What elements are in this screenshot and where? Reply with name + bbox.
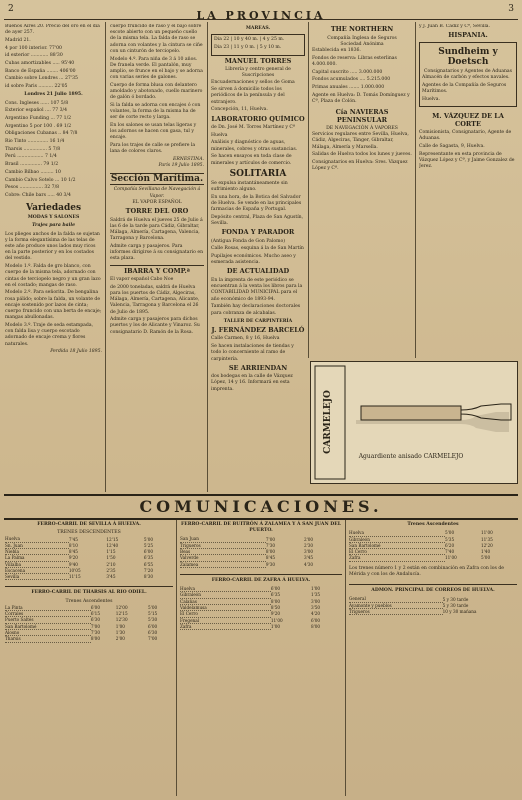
- time-cell: 7'30: [90, 630, 100, 636]
- time-cell: 2'00: [115, 636, 125, 642]
- comunicaciones-banner: [4, 494, 518, 520]
- time-cell: 1'00: [270, 623, 281, 629]
- time-cell: 8'00: [90, 636, 100, 642]
- ship-text-torre: [110, 218, 204, 263]
- sevilla-timetable: [5, 536, 173, 580]
- arriendan-heading: SE ARRIENDAN: [228, 363, 288, 372]
- time-cell: 4'20: [310, 611, 321, 617]
- carmelejo-advertisement: [310, 361, 518, 484]
- station-name: Alosno: [5, 630, 91, 636]
- article-paragraph: Si la falda se adorna con encajes ó con volantes, la forma de la misma ha de ser de corte recto y larga.: [110, 102, 201, 121]
- buitron-timetable: [180, 536, 342, 567]
- article-paragraph: Modelo 2.º. Para señorita. De bengalina rosa pálido; sobre la falda, un volante de encaje sostenido por lazos de cinta; cuerpo fruncido con una berta de encaje; mangas abullonadas.: [5, 290, 102, 321]
- time-cell: 8'00: [310, 623, 321, 629]
- column-divider: [345, 520, 346, 796]
- time-cell: 9'40: [68, 561, 78, 567]
- ferrocarril-sevilla-heading: FERRO-CARRIL DE SEVILLA Á HUELVA.: [37, 522, 141, 527]
- station-name: Trigueros: [180, 542, 266, 548]
- station-name: San Bartolomé: [5, 623, 91, 629]
- column-divider: [415, 22, 416, 358]
- time-cell: 1'40: [480, 549, 491, 555]
- ad-paragraph: Capital suscrito ..... 3.000.000: [312, 69, 383, 75]
- time-cell: 5'00: [148, 605, 158, 611]
- time-cell: 5'30: [148, 617, 158, 623]
- northern-heading: THE NORTHERN: [330, 25, 394, 33]
- time-cell: 12'20: [480, 542, 493, 548]
- time-cell: 7'40: [444, 549, 455, 555]
- ascendentes-timetable: [349, 530, 517, 561]
- time-cell: 7'20: [143, 567, 154, 573]
- station-name: Zafra: [349, 555, 445, 561]
- market-line: Madrid 21.: [5, 37, 31, 43]
- time-cell: 7'00: [148, 636, 158, 642]
- market-line: id exterior ............ 88'30: [5, 53, 63, 59]
- station-name: La Palma: [5, 555, 69, 561]
- time-cell: 8'10: [68, 542, 78, 548]
- time-cell: 5 y 30 tarde: [442, 602, 469, 608]
- time-cell: 7'00: [90, 623, 100, 629]
- zafra-timetable: [180, 586, 342, 630]
- page-number-left: 2: [8, 4, 14, 14]
- hispania-heading: HISPANIA.: [448, 31, 488, 40]
- mareas-row: Dia 23 | 11 y 0 m. | 5 y 10 m.: [214, 44, 282, 50]
- time-cell: 8'45: [68, 549, 78, 554]
- ad-paragraph: Huelva: [211, 132, 228, 138]
- article-paragraph: Modelo 4.º. Para niña de 3 á 10 años. De franela verde. El pantalón, muy amplio, se frunce en el bajo y se adorna con varias series de galones.: [110, 56, 203, 81]
- ad-paragraph: Pupilajes económicos. Mucho aseo y esmerada asistencia.: [211, 254, 296, 266]
- station-name: Ayamonte y pueblos: [349, 602, 443, 608]
- time-cell: 8'45: [265, 555, 276, 561]
- article-paragraph: cuerpo fruncido de raso y el bajo sobre escote abierto con un pequeño cuello de la misma tela. La falda de raso se adorna con volantes y la cintura se ciñe con un cinturón de terciopelo.: [110, 24, 203, 54]
- comm-mid: [180, 520, 342, 796]
- ad-paragraph: Comisionista, Consignatario, Agente de Aduanas.: [419, 130, 512, 142]
- time-cell: 7'00: [265, 536, 276, 542]
- time-cell: 5'00: [480, 555, 491, 561]
- column-divider: [105, 22, 106, 492]
- laboratorio-heading: LABORATORIO QUÍMICO: [211, 114, 305, 123]
- ad-paragraph: Agente en Huelva: D. Tomás Domínguez y Cª, Plaza de Colón.: [312, 92, 410, 104]
- northern-subheading-2: Sociedad Anónima: [340, 41, 384, 47]
- variedades-subheading-2: Trajes para baile: [31, 223, 76, 229]
- station-name: Beas: [180, 549, 266, 555]
- quote-row: Rio Tinto .............. 16 1/4: [5, 139, 65, 145]
- time-cell: 11'00: [444, 555, 457, 561]
- station-name: San Juan: [180, 536, 266, 542]
- taller-name: J. FERNÁNDEZ BARCELÓ: [211, 325, 305, 334]
- station-name: Huelva: [5, 536, 69, 542]
- time-cell: 6'00: [310, 617, 321, 623]
- quote-row: Argentino Funding ... 77 1/2: [5, 115, 72, 121]
- quote-row: Obligaciones Cubanas .. 84 7/8: [5, 131, 78, 137]
- ad-paragraph: Agentes de la Compañía de Seguros Marítimos.: [422, 82, 507, 94]
- ad-paragraph: Concepción, 11, Huelva.: [211, 107, 268, 113]
- timetable-row: [180, 561, 342, 567]
- time-cell: 10'05: [68, 567, 81, 573]
- sundheim-text: [422, 75, 514, 103]
- market-line: 4 por 100 interior. 77'00: [5, 45, 62, 51]
- fashion-signature: ERNESTINA.: [172, 157, 204, 163]
- sundheim-heading: Sundheim y Doetsch: [438, 46, 498, 67]
- ship-company-ibarra: IBARRA Y COMP.ª: [110, 265, 204, 276]
- time-cell: 1'50: [106, 555, 116, 561]
- ad-paragraph: Análisis y diagnóstico de aguas, minerales, cobres y otras sustancias.: [211, 140, 298, 152]
- station-name: General: [349, 596, 443, 602]
- mareas-table: [211, 34, 305, 55]
- navieras-heading: Cía NAVIERAS PENINSULAR: [335, 108, 389, 124]
- masthead-rule: [4, 19, 518, 20]
- ship-paragraph: Saldrá de Huelva el jueves 25 de Julio á las 6 de la tarde para Cádiz, Gibraltar, Málaga, Almería, Cartagena, Valencia, Tarragona y Barcelona.: [110, 217, 203, 242]
- ad-paragraph: Se sirven á domicilio todos los periódicos de la península y del extranjero.: [211, 87, 285, 105]
- time-cell: 7'30: [265, 542, 276, 548]
- ad-paragraph: de Dn. José M. Torres Martínez y Cª: [211, 125, 296, 131]
- ad-paragraph: Se hacen instalaciones de tiendas y todo lo concerniente al ramo de carpintería.: [211, 344, 294, 362]
- time-cell: 8'00: [270, 598, 281, 604]
- station-name: Tharsis: [5, 636, 91, 642]
- time-cell: 8'50: [270, 604, 281, 610]
- ad-paragraph: Calle de Sagasta, 9, Huelva.: [419, 144, 485, 150]
- station-name: Corrales: [5, 611, 91, 617]
- solitaria-text: [211, 181, 305, 227]
- station-name: Gibraleón: [349, 536, 445, 542]
- ad-paragraph: Calle Carmen, 8 y 16, Huelva: [211, 336, 280, 342]
- ad-brand-label: CARMELEJO: [323, 390, 333, 454]
- vapor-subheading: EL VAPOR ESPAÑOL: [132, 199, 182, 205]
- time-cell: 2'30: [303, 542, 314, 548]
- column-3: [211, 24, 305, 489]
- quote-row: Argentino 5 por 100 . 69 1/2: [5, 123, 72, 129]
- variedades-signature: Perdida 18 Julio 1895.: [50, 349, 102, 355]
- ship-paragraph: Admite carga y pasajeros. Para informes dirigirse á su consignatario en esta plaza.: [110, 243, 204, 262]
- time-cell: 6'15: [90, 611, 100, 617]
- ferrocarril-tharsis-heading: FERRO-CARRIL DE THARSIS AL RIO ODIEL.: [5, 586, 173, 596]
- station-name: Valdelamusa: [180, 604, 271, 610]
- sundheim-subheading: Consignatarios y Agentes de Aduanas: [423, 68, 513, 74]
- time-cell: 5'25: [143, 542, 154, 548]
- ad-paragraph: Depósito central, Plaza de San Agustín, Sevilla.: [211, 214, 304, 226]
- ad-paragraph: Se hacen ensayos en toda clase de minerales y artículos de comercio.: [211, 154, 292, 166]
- station-name: Zalamea: [180, 561, 266, 567]
- column-5: [419, 24, 517, 356]
- variedades-subheading: MODAS Y SALONES: [27, 215, 80, 221]
- ad-paragraph: Fondos de reserva: Libras esterlinas 4.000.000.: [312, 55, 397, 67]
- station-name: Calañas: [180, 598, 271, 604]
- ad-paragraph: Servicios regulares entre Sevilla, Huelva, Cádiz, Algeciras, Tánger, Gibraltar, Málaga, Almería y Marsella.: [312, 132, 409, 150]
- ferrocarril-sevilla-sub: TRENES DESCENDENTES: [57, 530, 121, 536]
- time-cell: 6'55: [143, 561, 154, 567]
- ad-caption: Aguardiente anisado CARMELEJO: [358, 453, 464, 460]
- column-divider: [308, 22, 309, 358]
- quote-row: Tharsis ................ 5 7/8: [5, 146, 61, 152]
- time-cell: 1'15: [106, 549, 116, 554]
- market-intro: [5, 24, 102, 90]
- time-cell: 5 y 30 tarde: [442, 596, 469, 602]
- ship-text-ibarra: [110, 277, 204, 336]
- actualidad-text: [211, 278, 305, 317]
- market-line: Buenos Aires 20. Precio del oro en el dia de ayer 257.: [5, 24, 100, 36]
- ferrocarril-buitron-heading: FERRO-CARRIL DE BUITRÓN Á ZALAMEA Y Á SAN JUAN DEL PUERTO.: [181, 522, 341, 534]
- time-cell: 12'00: [115, 605, 128, 611]
- correos-timetable: [349, 596, 517, 615]
- ad-paragraph: Calle Rosas, esquina á la de San Martín: [211, 246, 304, 252]
- time-cell: 7'45: [68, 536, 78, 542]
- manuel-subheading: Librería y centro general de Suscripciones: [225, 67, 291, 79]
- market-line: Cubas amortizables ..... 95'40: [5, 61, 75, 67]
- article-paragraph: En los salones se usan telas ligeras y los adornos se hacen con gasa, tul y encaje.: [110, 123, 197, 141]
- time-cell: 6'35: [143, 555, 154, 561]
- fashion-date: París 19 Julio 1895.: [158, 163, 204, 169]
- station-name: Villalba: [5, 561, 69, 567]
- page-number-right: 3: [508, 4, 514, 14]
- arriendan-text: [211, 374, 305, 393]
- ad-paragraph: Fondos acumulados .... 5.215.000: [312, 77, 391, 83]
- time-cell: 1'35: [310, 592, 321, 598]
- quote-row: Perú .................. 7 1/4: [5, 154, 57, 160]
- time-cell: 2'00: [303, 536, 314, 542]
- comm-note: Los trenes número 1 y 2 están en combinación en Zafra con los de Mérida y con los de Andalucía.: [349, 565, 505, 577]
- column-divider: [207, 22, 208, 492]
- time-cell: 6'00: [143, 549, 154, 554]
- time-cell: 10 y 30 mañana: [442, 608, 477, 614]
- ad-paragraph: (Antigua Fonda de Gon Palomo): [211, 238, 286, 244]
- fonda-heading: FONDA Y PARADOR: [221, 228, 295, 237]
- time-cell: 12'15: [115, 611, 128, 617]
- trenes-ascendentes-heading: Trenes Ascendentes: [407, 522, 459, 527]
- ad-paragraph: También hay declaraciones doctorales para cobranza de alcabalas.: [211, 304, 301, 316]
- ad-paragraph: En una hora, de la Botica del Salvador de Huelva. Se vende en las principales farmacias de España y Portugal.: [211, 194, 302, 213]
- navieras-subheading: DE NAVEGACIÓN Á VAPORES: [326, 126, 398, 132]
- station-name: Gibraleón: [180, 592, 271, 598]
- time-cell: 3'50: [310, 604, 321, 610]
- mareas-heading: MAREAS.: [245, 26, 271, 31]
- ship-paragraph: de 2000 toneladas, saldrá de Huelva para los puertos de Cádiz, Algeciras, Málaga, Almería, Cartagena, Alicante, Valencia, Tarragona y Barcelona el 26 de Julio de 1895.: [110, 284, 200, 315]
- station-name: San Bartolomé: [349, 542, 445, 548]
- time-cell: 6'20: [444, 542, 455, 548]
- station-name: Escacena: [5, 567, 69, 573]
- station-name: Niebla: [5, 549, 69, 555]
- time-cell: 9'30: [265, 561, 276, 567]
- article-paragraph: Modelo 3.º. Traje de seda estampada, con falda lisa y cuerpo escotado adornado de encaje crema y flores naturales.: [5, 322, 94, 347]
- time-cell: 12'40: [106, 542, 119, 548]
- time-cell: 12'30: [115, 617, 128, 623]
- northern-text: [312, 48, 412, 105]
- station-name: Sevilla: [5, 574, 69, 580]
- timetable-row: [180, 623, 342, 629]
- station-name: Fregenal: [180, 617, 271, 623]
- londres-quotes: [5, 101, 102, 200]
- ad-paragraph: En la imprenta de este periódico se encuentran á la venta los libros para la CONTABILIDAD MUNICIPAL para el año económico de 1893-94.: [211, 277, 303, 302]
- station-name: La Pinta: [5, 605, 91, 611]
- quote-row: Pesos ................ 32 7/8: [5, 185, 60, 191]
- bottle-illustration: [311, 362, 517, 483]
- comm-right: [349, 520, 517, 796]
- correos-heading: ADMON. PRINCIPAL DE CORREOS DE HUELVA.: [349, 584, 517, 594]
- time-cell: 11'00: [480, 530, 493, 536]
- time-cell: 5'00: [444, 530, 455, 536]
- time-cell: 8'30: [143, 574, 154, 580]
- quote-row: Cons. Ingleses ...... 107 5/8: [5, 100, 69, 106]
- time-cell: 6'30: [90, 617, 100, 623]
- time-cell: 1'00: [310, 586, 321, 592]
- station-name: Huelva: [180, 586, 271, 592]
- quote-row: Cambio Calvo Sotelo ... 10 1/2: [5, 177, 76, 183]
- comm-left: [5, 520, 173, 796]
- station-name: Valverde: [180, 555, 266, 561]
- ferrocarril-tharsis-sub: Trenes Ascendentes: [65, 598, 113, 604]
- londres-heading: Londres 21 Julio 1895.: [24, 92, 83, 98]
- market-line: id sobre Paris .......... 22'05: [5, 84, 68, 90]
- vazquez-heading: M. VÁZQUEZ DE LA CORTE: [432, 112, 504, 128]
- time-cell: 6'00: [148, 623, 158, 629]
- quote-row: Cobre: Chile bars ..... 40 3/4: [5, 192, 71, 198]
- column-4: [312, 24, 412, 356]
- station-name: Trigueros: [349, 608, 443, 614]
- time-cell: 3'45: [303, 555, 314, 561]
- ship-paragraph: El vapor español Cabo Noe: [110, 277, 174, 282]
- timetable-row: [5, 636, 173, 642]
- manuel-text: [211, 80, 305, 114]
- manuel-heading: MANUEL TORRES: [224, 56, 292, 65]
- station-name: Zafra: [180, 623, 271, 629]
- time-cell: 2'10: [106, 561, 116, 567]
- ad-paragraph: Almacén de carbón y efectos navales.: [422, 74, 510, 80]
- time-cell: 5'00: [143, 536, 154, 542]
- column-2: [110, 24, 204, 489]
- mareas-row: Dia 22 | 10 y 40 m. | 4 y 25 m.: [214, 37, 285, 43]
- solitaria-heading: SOLITARIA: [229, 168, 287, 179]
- timetable-row: [5, 574, 173, 580]
- time-cell: 3'00: [310, 598, 321, 604]
- vazquez-text: [419, 130, 517, 170]
- time-cell: 11'35: [480, 536, 493, 542]
- quote-row: Brasil ............... 79 1/2: [5, 162, 59, 168]
- col5-top-text: y J. Juan B. Cadiz y Cª, Sevilla.: [419, 24, 490, 29]
- time-cell: 9'20: [68, 555, 78, 561]
- laboratorio-text: [211, 125, 305, 167]
- article-paragraph: Modelo 1.º. Falda de gro blanco, con cuerpo de la misma tela, adornado con cintas de terciopelo negro y un gran lazo en el costado; mangas de raso.: [5, 264, 101, 288]
- time-cell: 6'00: [90, 605, 100, 611]
- time-cell: 5'35: [444, 536, 455, 542]
- ship-name-torre: TORRE DEL ORO: [125, 207, 189, 216]
- station-name: Sn. Juan: [5, 542, 69, 548]
- taller-heading: TALLER DE CARPINTERÍA: [223, 318, 293, 324]
- time-cell: 12'15: [106, 536, 119, 542]
- ship-paragraph: Admite carga y pasajeros para dichos puertos y los de Alicante y Vinaroz. Su consignatario D. Ramón de la Rosa.: [110, 317, 200, 335]
- company-line: Compañía Sevillana de Navegación á Vapor.: [113, 187, 201, 199]
- quote-row: Exterior español .... 77 3/4: [5, 108, 68, 114]
- timetable-row: [349, 555, 517, 561]
- time-cell: 6'30: [148, 630, 158, 636]
- column-1: [5, 24, 102, 489]
- masthead: [0, 4, 522, 22]
- station-name: El Cerro: [180, 611, 271, 617]
- actualidad-heading: DE ACTUALIDAD: [226, 267, 290, 276]
- ad-paragraph: Primas anuales ....... 1.000.000: [312, 84, 385, 90]
- article-paragraph: Para los trajes de calle se prefiere la lana de colores claros.: [110, 143, 196, 155]
- time-cell: 1'30: [115, 630, 125, 636]
- ad-paragraph: Establecida en 1836.: [312, 47, 361, 53]
- time-cell: 5'15: [148, 611, 158, 617]
- time-cell: 11'00: [270, 617, 283, 623]
- article-paragraph: Los plieges anchos de la falda se sujetan y la forma elegantísima de las telas de este año produce unos lados muy ricos en la parte posterior y en los costados del vestido.: [5, 231, 100, 262]
- maritima-heading: Sección Marítima.: [110, 174, 204, 185]
- station-name: Huelva: [349, 530, 445, 536]
- time-cell: 4'30: [303, 561, 314, 567]
- ad-paragraph: Huelva.: [422, 96, 440, 102]
- ad-paragraph: Se expulsa instantáneamente sin sufrimiento alguno.: [211, 180, 288, 192]
- navieras-text: [312, 132, 412, 172]
- comunicaciones-title: COMUNICACIONES.: [139, 497, 383, 516]
- variedades-text: [5, 232, 102, 348]
- time-cell: 3'45: [106, 574, 116, 580]
- time-cell: 3'00: [303, 549, 314, 554]
- ad-paragraph: Consignatarios en Huelva: Sres. Vázquez López y Cª.: [312, 160, 408, 172]
- ad-paragraph: Encuadernaciones y sellos de Goma: [211, 79, 295, 85]
- market-line: Banco de España ........ 406'00: [5, 68, 76, 74]
- time-cell: 11'15: [68, 574, 81, 580]
- station-name: Puerto Saltés: [5, 617, 91, 623]
- tharsis-timetable: [5, 605, 173, 643]
- time-cell: 1'00: [115, 623, 125, 629]
- northern-subheading: Compañía Inglesa de Seguros: [327, 35, 397, 41]
- station-name: El Cerro: [349, 549, 445, 555]
- article-paragraph: Cuerpo de forma blusa con delantero amoldado y abotonado, cuello marinero de galón ó bordado.: [110, 82, 203, 101]
- column-divider: [176, 520, 177, 796]
- time-cell: 6'35: [270, 592, 281, 598]
- timetable-row: [349, 608, 517, 614]
- ferrocarril-zafra-heading: FERRO-CARRIL DE ZAFRA Á HUELVA.: [180, 574, 342, 584]
- ad-paragraph: Salidas de Huelva todos los lunes y jueves.: [312, 152, 412, 158]
- market-line: Cambio sobre Londres ... 27'35: [5, 76, 78, 82]
- time-cell: 8'00: [265, 549, 276, 554]
- ad-paragraph: dos bodegas en la calle de Vázquez López, 14 y 16. Informará en esta imprenta.: [211, 374, 293, 392]
- fashion-text: [110, 24, 204, 156]
- newspaper-title: LA PROVINCIA: [196, 9, 326, 22]
- fonda-text: [211, 239, 305, 267]
- variedades-heading: Variedades: [25, 203, 82, 214]
- time-cell: 6'00: [270, 586, 281, 592]
- taller-text: [211, 336, 305, 362]
- ad-paragraph: Representante en esta provincia de Vázquez López y Cª, y Jaime Gonzalez de Jerez.: [419, 151, 515, 170]
- time-cell: 2'35: [106, 567, 116, 573]
- quote-row: Cambio Bilbao ......... 10: [5, 169, 61, 175]
- time-cell: 9'20: [270, 611, 281, 617]
